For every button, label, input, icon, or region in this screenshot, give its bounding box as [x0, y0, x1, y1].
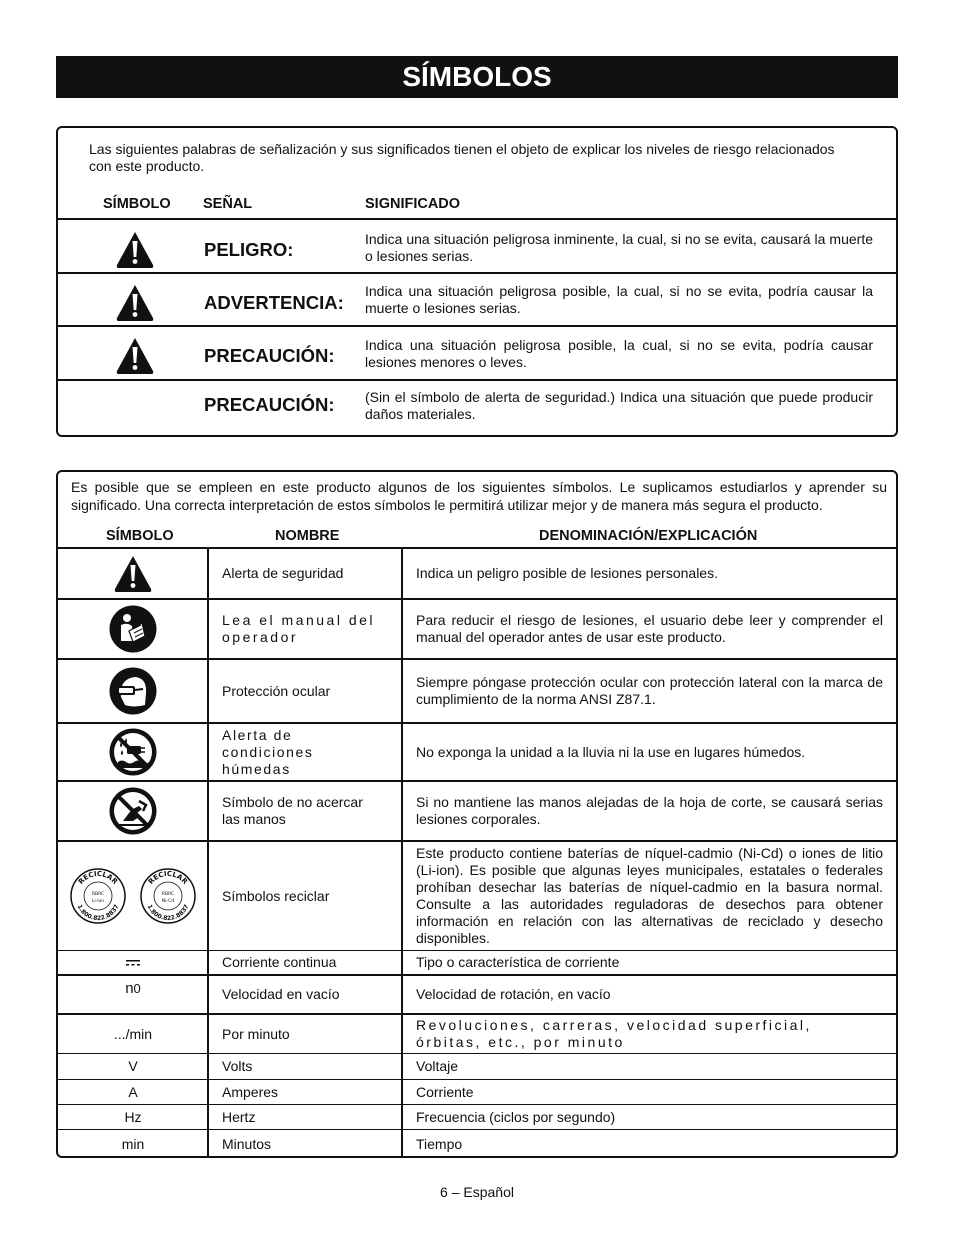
symbol-desc: Frecuencia (ciclos por segundo)	[416, 1108, 616, 1125]
symbol-text: Hz	[124, 1108, 142, 1125]
signal-meaning: Indica una situación peligrosa posible, la cual, si no se evita, podría causar la muerte o lesiones serias.	[365, 283, 873, 316]
symbol-desc: Indica un peligro posible de lesiones personales.	[416, 565, 718, 581]
header-meaning: SIGNIFICADO	[365, 196, 461, 212]
table-row	[58, 780, 896, 840]
eye-protection-icon	[109, 667, 157, 715]
symbol-desc: Si no mantiene las manos alejadas de la hoja de corte, se causará serias lesiones corporales.	[416, 794, 883, 827]
symbol-desc: Corriente	[416, 1083, 474, 1100]
symbol-cell	[58, 951, 208, 974]
symbol-cell	[58, 549, 208, 598]
seal-phone-text: 1.800.822.8837	[145, 903, 191, 923]
symbol-name: Minutos	[222, 1135, 272, 1152]
header-desc: DENOMINACIÓN/EXPLICACIÓN	[539, 528, 758, 544]
table-row	[58, 722, 896, 780]
table-row	[58, 1129, 896, 1158]
warning-triangle-icon	[116, 337, 154, 375]
symbol-text: V	[128, 1058, 138, 1074]
table-row	[58, 1013, 896, 1053]
symbol-name: Corriente continua	[222, 954, 337, 970]
signal-meaning: Indica una situación peligrosa inminente, la cual, si no se evita, causará la muerte o lesiones serias.	[365, 231, 873, 264]
symbol-cell	[58, 976, 208, 1013]
symbol-desc: Revoluciones, carreras, velocidad superficial, órbitas, etc., por minuto	[416, 1017, 812, 1050]
symbol-desc: Para reducir el riesgo de lesiones, el usuario debe leer y comprender el manual del operador antes de usar este producto.	[416, 612, 883, 645]
signal-words-box	[56, 126, 898, 437]
signal-meaning: Indica una situación peligrosa posible, la cual, si no se evita, podría causar lesiones menores o leves.	[365, 337, 873, 370]
table-row	[58, 547, 896, 598]
signal-row	[58, 379, 896, 437]
signal-word: ADVERTENCIA:	[204, 292, 344, 313]
symbol-name: Amperes	[222, 1083, 279, 1100]
header-signal: SEÑAL	[203, 196, 253, 212]
symbol-cell	[58, 724, 208, 780]
symbol-name: Por minuto	[222, 1025, 290, 1042]
symbol-name: Hertz	[222, 1108, 256, 1125]
seal-top-text: RECICLAR	[146, 869, 190, 886]
symbol-subscript: 0	[133, 981, 141, 996]
symbol-text: A	[128, 1083, 138, 1100]
symbol-cell	[58, 842, 208, 950]
header-symbol: SÍMBOLO	[103, 196, 171, 212]
table-row	[58, 1079, 896, 1104]
page-footer: 6 – Español	[440, 1184, 514, 1200]
seal-chem-text: Li-ion	[91, 899, 105, 904]
symbol-desc: Voltaje	[416, 1058, 459, 1074]
symbol-desc: Velocidad de rotación, en vacío	[416, 986, 611, 1002]
direct-current-icon	[126, 959, 140, 967]
symbol-text: .../min	[113, 1025, 153, 1042]
warning-triangle-icon	[116, 231, 154, 269]
symbol-desc: Siempre póngase protección ocular con protección lateral con la marca de cumplimiento de la norma ANSI Z87.1.	[416, 674, 883, 707]
signal-word: PRECAUCIÓN:	[204, 345, 335, 366]
recycle-seal-icon	[70, 868, 126, 924]
seal-mid-text: RBRC	[161, 892, 175, 897]
symbol-name: Alerta de condiciones húmedas	[222, 726, 314, 777]
symbol-name: Velocidad en vacío	[222, 986, 340, 1002]
signal-intro: Las siguientes palabras de señalización y sus significados tienen el objeto de explicar los niveles de riesgo relacionados con este producto.	[89, 141, 835, 174]
signal-meaning: (Sin el símbolo de alerta de seguridad.) Indica una situación que puede producir daños materiales.	[365, 389, 873, 422]
table-row	[58, 1104, 896, 1129]
symbol-name: Protección ocular	[222, 682, 331, 699]
table-row	[58, 658, 896, 722]
symbol-name: Símbolos reciclar	[222, 887, 330, 904]
symbol-desc: Tiempo	[416, 1135, 463, 1152]
symbol-name: Alerta de seguridad	[222, 565, 344, 581]
no-hands-icon	[109, 787, 157, 835]
symbol-cell	[58, 600, 208, 658]
seal-mid-text: RBRC	[91, 892, 105, 897]
wet-conditions-icon	[109, 728, 157, 776]
table-row	[58, 950, 896, 974]
symbol-name: Símbolo de no acercar las manos	[222, 794, 363, 827]
seal-chem-text: Ni-Cd	[161, 899, 175, 904]
symbol-desc: No exponga la unidad a la lluvia ni la use en lugares húmedos.	[416, 743, 806, 760]
signal-row	[58, 218, 896, 272]
symbol-name: Lea el manual del operador	[222, 612, 376, 645]
symbol-desc: Tipo o característica de corriente	[416, 954, 620, 970]
read-manual-icon	[109, 605, 157, 653]
warning-triangle-icon	[114, 555, 152, 593]
signal-word: PELIGRO:	[204, 239, 294, 260]
symbols-box	[56, 470, 898, 1158]
signal-row	[58, 272, 896, 325]
seal-top-text: RECICLAR	[76, 869, 120, 886]
symbols-intro: Es posible que se empleen en este producto algunos de los siguientes símbolos. Le suplicamos estudiarlos y aprender su significado. Una correcta interpretación de estos símbolos le permitirá utilizar mejor y de manera más segura el producto.	[71, 479, 887, 513]
recycle-seal-icon	[140, 868, 196, 924]
page-title: SÍMBOLOS	[56, 56, 898, 98]
seal-phone-text: 1.800.822.8837	[75, 903, 121, 923]
symbol-text: n	[125, 980, 134, 997]
table-row	[58, 840, 896, 950]
table-row	[58, 974, 896, 1013]
table-row	[58, 598, 896, 658]
symbol-cell	[58, 660, 208, 722]
symbol-name: Volts	[222, 1058, 253, 1074]
symbol-text: min	[121, 1135, 145, 1152]
warning-triangle-icon	[116, 284, 154, 322]
symbol-cell	[58, 782, 208, 840]
signal-word: PRECAUCIÓN:	[204, 394, 335, 415]
table-row	[58, 1053, 896, 1079]
header-name: NOMBRE	[275, 528, 340, 544]
signal-row	[58, 325, 896, 379]
header-symbol: SÍMBOLO	[106, 528, 174, 544]
symbol-desc: Este producto contiene baterías de níquel-cadmio (Ni-Cd) o iones de litio (Li-ion). Es posible que algunas leyes municipales, estatales o federales prohíban desechar las baterías de níquel-cadmio en la basura normal. Consulte a las autoridades reguladoras de desechos para obtener información en relación con las alternativas de reciclado y desecho disponibles.	[416, 845, 883, 946]
